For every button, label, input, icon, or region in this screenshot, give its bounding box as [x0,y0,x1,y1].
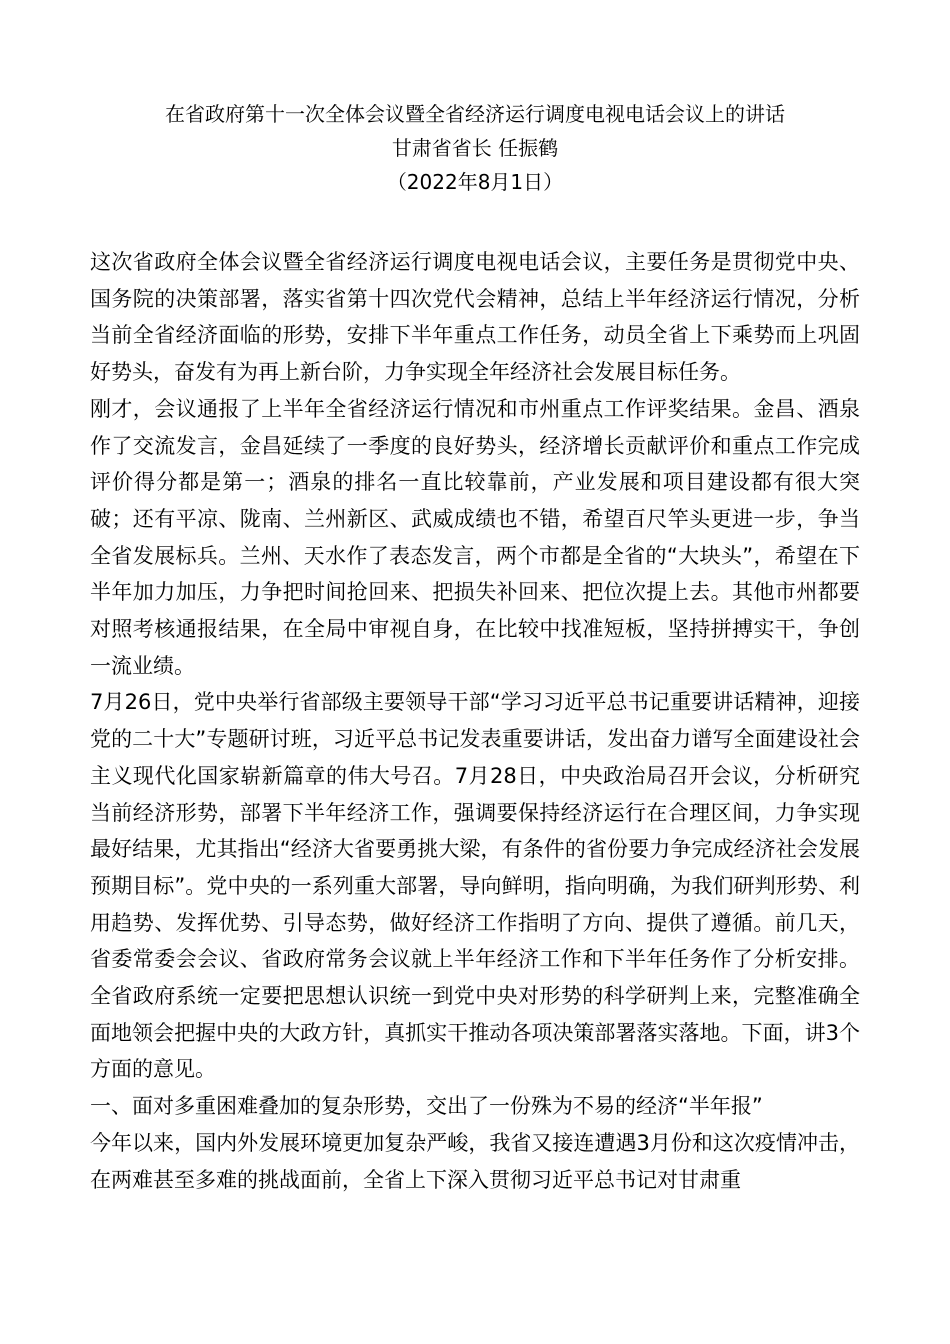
body-paragraph-3: 7月26日，党中央举行省部级主要领导干部“学习习近平总书记重要讲话精神，迎接党的二十大”专题研讨班，习近平总书记发表重要讲话，发出奋力谱写全面建设社会主义现代化国家崭新篇章的伟大号召。7月28日，中央政治局召开会议，分析研究当前经济形势，部署下半年经济工作，强调要保持经济运行在合理区间，力争实现最好结果，尤其指出“经济大省要勇挑大梁，有条件的省份要力争完成经济社会发展预期目标”。党中央的一系列重大部署，导向鲜明，指向明确，为我们研判形势、利用趋势、发挥优势、引导态势，做好经济工作指明了方向、提供了遵循。前几天，省委常委会会议、省政府常务会议就上半年经济工作和下半年任务作了分析安排。全省政府系统一定要把思想认识统一到党中央对形势的科学研判上来，完整准确全面地领会把握中央的大政方针，真抓实干推动各项决策部署落实落地。下面，讲3个方面的意见。 [90,690,860,1082]
body-paragraph-2: 刚才，会议通报了上半年全省经济运行情况和市州重点工作评奖结果。金昌、酒泉作了交流发言，金昌延续了一季度的良好势头，经济增长贡献评价和重点工作完成评价得分都是第一；酒泉的排名一直比较靠前，产业发展和项目建设都有很大突破；还有平凉、陇南、兰州新区、武威成绩也不错，希望百尺竿头更进一步，争当全省发展标兵。兰州、天水作了表态发言，两个市都是全省的“大块头”，希望在下半年加力加压，力争把时间抢回来、把损失补回来、把位次提上去。其他市州都要对照考核通报结果，在全局中审视自身，在比较中找准短板，坚持拼搏实干，争创一流业绩。 [90,396,860,678]
document-header [0,97,950,199]
document-body [90,244,860,1198]
speech-date: （2022年8月1日） [386,170,564,194]
body-paragraph-1: 这次省政府全体会议暨全省经济运行调度电视电话会议，主要任务是贯彻党中央、国务院的决策部署，落实省第十四次党代会精神，总结上半年经济运行情况，分析当前全省经济面临的形势，安排下半年重点工作任务，动员全省上下乘势而上巩固好势头，奋发有为再上新台阶，力争实现全年经济社会发展目标任务。 [90,250,860,385]
speaker-line: 甘肃省省长 任振鹤 [391,136,559,160]
section-heading-1: 一、面对多重困难叠加的复杂形势，交出了一份殊为不易的经济“半年报” [90,1094,763,1119]
section-1-paragraph-1: 今年以来，国内外发展环境更加复杂严峻，我省又接连遭遇3月份和这次疫情冲击，在两难甚至多难的挑战面前，全省上下深入贯彻习近平总书记对甘肃重 [90,1130,860,1192]
document-title: 在省政府第十一次全体会议暨全省经济运行调度电视电话会议上的讲话 [165,102,785,126]
